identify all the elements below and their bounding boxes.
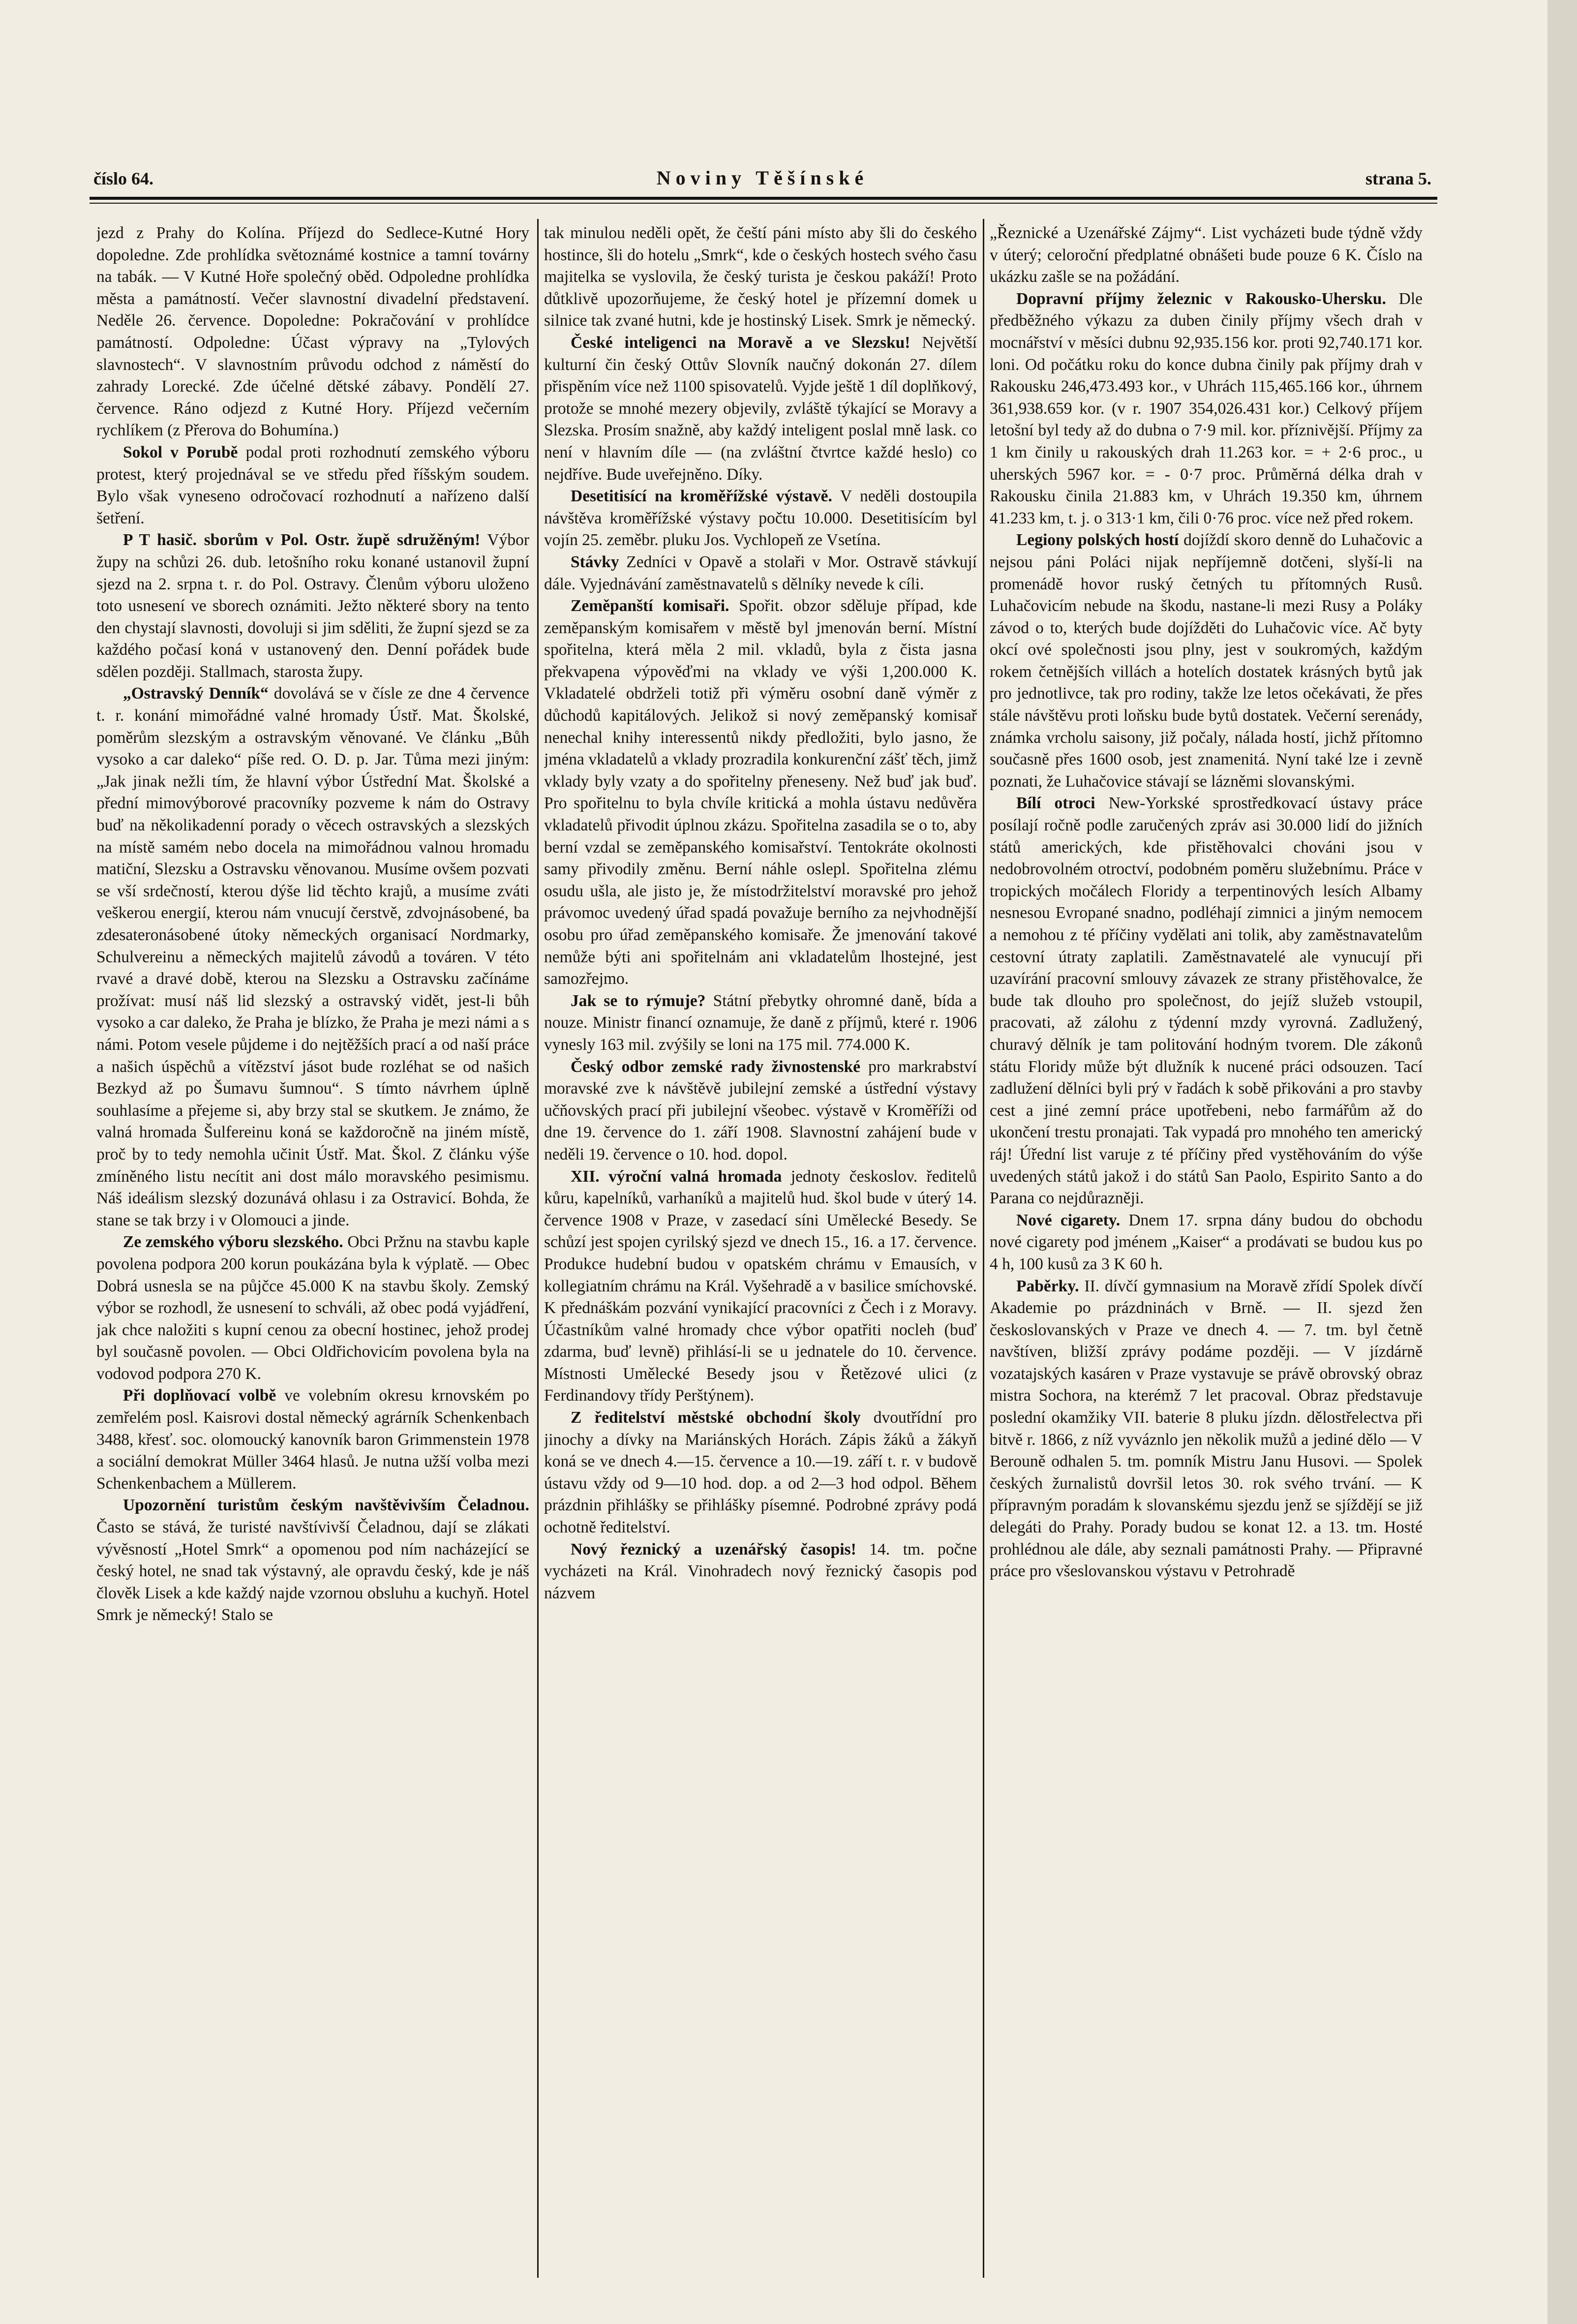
article-heading: České inteligenci na Moravě a ve Slezsku! [571,333,910,352]
newspaper-title: Noviny Těšínské [656,167,869,189]
article-text: 14. tm. počne vycházeti na Král. Vinohradech nový řeznický časopis pod názvem [544,1540,977,1602]
article-heading: XII. výroční valná hromada [571,1167,782,1186]
article [990,793,1423,1209]
page-number: strana 5. [1365,169,1431,188]
column-3 [990,222,1423,2279]
header-rule [90,197,1437,200]
article-heading: Z ředitelství městské obchodní školy [571,1408,861,1427]
article-heading: Jak se to rýmuje? [571,991,706,1010]
article-heading: Paběrky. [1016,1277,1079,1295]
column-1 [96,222,529,2279]
article-heading: Při doplňovací volbě [123,1386,276,1405]
article-text: Dle předběžného výkazu za duben činily příjmy všech drah v mocnářství v měsíci dubnu 92,935.156 kor. proti 92,740.171 kor. loni. Od počátku roku do konce dubna činily pak příjmy drah v Rakousku 246,473.493 kor., v Uhrách 115,465.166 kor., úhrnem 361,938.659 kor. (v r. 1907 354,026.431 kor.) Celkový příjem letošní byl tedy až do dubna o 7·9 mil. kor. příznivější. Příjmy za 1 km činily u rakouských drah 11.263 kor. = + 2·6 proc., u uherských 5967 kor. = - 0·7 proc. Průměrná délka drah v Rakousku činila 21.883 km, v Uhrách 19.350 km, úhrnem 41.233 km, t. j. o 313·1 km, čili 0·76 proc. více než před rokem. [990,289,1423,527]
article-text: dojíždí skoro denně do Luhačovic a nejsou páni Poláci nijak nepříjemně dotčeni, slyší-li na promenádě hovor ruský četných tu přítomných Rusů. Luhačovicím nebude na škodu, nastane-li mezi Rusy a Poláky závod o to, kterých bude dojížděti do Luhačovic více. Ač byty okcí ové společnosti jsou plny, jest v soukromých, každým rokem četnějších villách a hotelích dostatek krásných bytů jak pro jednotlivce, tak pro rodiny, takže lze letos očekávati, že přes stále návštěvu proti loňsku bude bytů dostatek. Večerní serenády, známka vrcholu saisony, již počaly, nálada hostí, jichž přítomno současně přes 1600 osob, jest znamenitá. Nyní také lze i zevně poznati, že Luhačovice stávají se lázněmi slovanskými. [990,531,1423,791]
article [544,595,977,990]
article-heading: Nový řeznický a uzenářský časopis! [571,1540,856,1559]
article [990,1276,1423,1583]
article-text: V neděli dostoupila návštěva kroměřížské výstavy počtu 10.000. Desetitisícím byl vojín 25. zeměbr. pluku Jos. Vychlopeň ze Vsetína. [544,487,977,550]
article [544,990,977,1056]
article [544,1539,977,1605]
page-header [93,166,1431,196]
article-text: podal proti rozhodnutí zemského výboru protest, který projednával se ve středu před říšským soudem. Bylo však vyneseno odročovací rozhodnutí a nařízeno další šetření. [96,443,529,527]
article-text: dvoutřídní pro jinochy a dívky na Mariánských Horách. Zápis žáků a žákyň koná se ve dnech 4.—15. července a 10.—19. září t. r. v budově ústavu vždy od 9—10 hod. dop. a od 2—3 hod odpol. Během prázdnin přihlášky se přihlášky písemné. Podrobné zprávy podá ochotně ředitelství. [544,1408,977,1537]
article [544,1056,977,1166]
article-heading: Nové cigarety. [1016,1211,1121,1229]
article [96,222,529,442]
article-text: New-Yorkské sprostředkovací ústavy práce posílají ročně podle zaručených zpráv asi 30.000 lidí do jižních států amerických, kde přistěhovalci chováni jsou v nedobrovolném otroctví, podobném poměru služebnímu. Práce v tropických močálech Floridy a terpentinových lesích Albamy nesnesou Evropané snadno, podléhají zimnici a jiným nemocem a nemohou z té příčiny vydělati ani tolik, aby zaměstnavatelům cestovní útraty zaplatili. Zaměstnavatelé ale vynucují při uzavírání pracovní smlouvy závazek ze strany přistěhovalce, že bude tak dlouho pro společnost, do jejíž služeb vstoupil, pracovati, až zálohu z týdenní mzdy vyrovná. Zadlužený, churavý dělník je tam politování hodným tvorem. Dle zákonů státu Floridy může být dlužník k nucené práci odsouzen. Tací zadlužení dělníci byli prý v řadách k sobě přikováni a pro stavby cest a jiné zemní práce upotřebeni, nebo farmářům až do ukončení trestu pronajati. Tak vypadá pro mnohého ten americký ráj! Úřední list varuje z té příčiny před vystěhováním do výše uvedených států jakož i do států San Paolo, Espirito Santo a do Parana co nejdůrazněji. [990,794,1423,1208]
scan-border [1547,0,1577,2324]
article-text: tak minulou neděli opět, že čeští páni místo aby šli do českého hostince, šli do hotelu „Smrk“, kde o českých hostech svého času majitelka se vyslovila, že český turista je českou pakáží! Proto důtklivě upozorňujeme, že český hotel je přízemní domek u silnice tak zvané hutni, kde je hostinský Lisek. Smrk je německý. [544,224,977,330]
article [544,222,977,332]
article-text: II. dívčí gymnasium na Moravě zřídí Spolek dívčí Akademie po prázdninách v Brně. — II. sjezd žen českoslovanských v Praze ve dnech 4. — 7. tm. byl četně navštíven, bližší zprávy podáme později. — V jízdárně vozatajských kasáren v Praze vystavuje se právě obrovský obraz mistra Sochora, na kterémž 7 let pracoval. Obraz představuje poslední okamžiky VII. baterie 8 pluku jízdn. dělostřelectva při bitvě r. 1866, z níž vyváznlo jen několik mužů a jediné dělo — V Berouně odhalen 5. tm. pomník Mistru Janu Husovi. — Spolek českých žurnalistů dovršil letos 30. rok svého trvání. — K přípravným poradám k slovanskému sjezdu jenž se sjíždějí se již delegáti do Prahy. Porady budou se konat 12. a 13. tm. Hosté prohlédnou ale dále, aby seznali památnosti Prahy. — Připravné práce pro všeslovanskou výstavu v Petrohradě [990,1277,1423,1581]
article-text: „Řeznické a Uzenářské Zájmy“. List vycházeti bude týdně vždy v úterý; celoroční předplatné obnášeti bude pouze 6 K. Číslo na ukázku zašle se na požádání. [990,224,1423,286]
article-heading: P T hasič. sborům v Pol. Ostr. župě sdružěným! [123,531,481,550]
article [990,288,1423,530]
header-rule-thin [90,203,1437,204]
article-heading: Sokol v Porubě [123,443,238,461]
article-text: Největší kulturní čin český Ottův Slovník naučný dokonán 27. dílem přispěním více než 1100 spisovatelů. Vyjde ještě 1 díl doplňkový, protože se mnohé mezery objevily, zvláště týkající se Moravy a Slezska. Prosím snažně, aby každý inteligent poslal mně lask. co není v hlavním díle — (na zvláštní čtvrtce každé heslo) co nejdříve. Bude uveřejněno. Díky. [544,333,977,484]
article [990,1210,1423,1276]
article [990,529,1423,793]
article [96,1495,529,1626]
article-text: jezd z Prahy do Kolína. Příjezd do Sedlece-Kutné Hory dopoledne. Zde prohlídka světoznámé kostnice a tamní továrny na tabák. — V Kutné Hoře společný oběd. Odpoledne prohlídka města a památností. Večer slavnostní divadelní představení. Neděle 26. července. Dopoledne: Pokračování v prohlídce památností. Odpoledne: Účast výpravy na „Tylových slavnostech“. V slavnostním průvodu odchod z náměstí do zahrady Lorecké. Zde účelné dětské zábavy. Pondělí 27. července. Ráno odjezd z Kutné Hory. Příjezd večerním rychlíkem (z Přerova do Bohumína.) [96,224,529,440]
article [544,332,977,486]
article [990,222,1423,288]
column-2 [544,222,977,2279]
article-text: ve volebním okresu krnovském po zemřelém posl. Kaisrovi dostal německý agrárník Schenkenbach 3488, křesť. soc. olomoucký kanovník baron Grimmenstein 1978 a sociální demokrat Müller 3464 hlasů. Je nutna užší volba mezi Schenkenbachem a Müllerem. [96,1386,529,1493]
article [96,529,529,683]
article [544,486,977,551]
column-divider [983,219,984,2278]
article-text: Zedníci v Opavě a stolaři v Mor. Ostravě stávkují dále. Vyjednávání zaměstnavatelů s dělníky nevede k cíli. [544,552,977,593]
article-text: pro markrabství moravské zve k návštěvě jubilejní zemské a ústřední výstavy učňovských prací při jubilejní všeobec. výstavě v Kroměříži od dne 19. července do 1. září 1908. Slavnostní zahájení bude v neděli 19. července o 10. hod. dopol. [544,1057,977,1163]
article-heading: Dopravní příjmy železnic v Rakousko-Uhersku. [1016,289,1386,308]
issue-number: číslo 64. [93,169,153,188]
article-heading: Desetitisící na kroměřížské výstavě. [571,487,832,506]
article-heading: Ze zemského výboru slezského. [123,1233,343,1252]
article-heading: „Ostravský Denník“ [123,684,269,703]
article-heading: Upozornění turistům českým navštěvivším Čeladnou. [123,1496,529,1515]
article [96,442,529,529]
article [544,1166,977,1407]
article-text: Často se stává, že turisté navštívivší Čeladnou, dají se zlákati vývěsností „Hotel Smrk“ a opomenou pod ním nacházející se český hotel, ne snad tak výstavný, ale opravdu český, kde je náš člověk Lisek a kde každý najde vzornou obsluhu a kuchyň. Hotel Smrk je německý! Stalo se [96,1518,529,1624]
article-heading: Legiony polských hostí [1016,531,1179,550]
article-heading: Český odbor zemské rady živnostenské [571,1057,860,1076]
article [96,1231,529,1385]
article-text: Státní přebytky ohromné daně, bída a nouze. Ministr financí oznamuje, že daně z příjmů, které r. 1906 vynesly 163 mil. zvýšily se loni na 175 mil. 774.000 K. [544,991,977,1054]
article [96,1385,529,1495]
article [96,683,529,1231]
article-heading: Stávky [571,552,619,571]
article-text: Dnem 17. srpna dány budou do obchodu nové cigarety pod jménem „Kaiser“ a prodávati se budou kus po 4 h, 100 kusů za 3 K 60 h. [990,1211,1423,1273]
article-text: Výbor župy na schůzi 26. dub. letošního roku konané ustanovil župní sjezd na 2. srpna t. r. do Pol. Ostravy. Členům výboru uloženo toto usnesení ve sborech oznámiti. Ježto některé sbory na tento den chystají slavnosti, dovoluji si jim sděliti, že župní sjezd se za každého počasí koná v ustanovený den. Denní pořádek bude sdělen později. Stallmach, starosta župy. [96,531,529,681]
article-text: jednoty českoslov. ředitelů kůru, kapelníků, varhaníků a majitelů hud. škol bude v úterý 14. července 1908 v Praze, v zasedací síni Umělecké Besedy. Se schůzí jest spojen cyrilský sjezd ve dnech 15., 16. a 17. července. Produkce hudební budou v opatském chrámu v Emausích, v kollegiatním chrámu na Král. Vyšehradě a v basilice smíchovské. K přednáškám pozvání vynikající pracovníci z Čech i z Moravy. Účastníkům valné hromady chce výbor opatřiti nocleh (buď zdarma, buď levně) přihlásí-li se u jednatele do 10. července. Místnosti Umělecké Besedy jsou v Řetězové ulici (z Ferdinandovy třídy Perštýnem). [544,1167,977,1405]
article-text: Spořit. obzor sděluje případ, kde zeměpanským komisařem v městě byl jmenován berní. Místní spořitelna, která měla 2 mil. vkladů, byla z čista jasna překvapena výpověďmi na vklady ve výši 1,200.000 K. Vkladatelé obdrželi totiž při výměru osobní daně výměr z důchodů kapitálových. Jelikož si nový zeměpanský komisař nenechal knihy interessentů nikdy předložiti, bylo jasno, že jména vkladatelů a vklady prozradila konkurenční zášť těch, jimž vklady byly vzaty a do spořitelny přeneseny. Než buď jak buď. Pro spořitelnu to byla chvíle kritická a mohla ústavu nedůvěra vkladatelů přivodit úplnou zkázu. Spořitelna zasadila se o to, aby berní vzdal se zeměpanského komisařství. Tentokráte okolnosti samy přivodily změnu. Berní náhle oslepl. Spořitelna zlému osudu ušla, ale jisto je, že místodržitelství moravské pro jehož právomoc uvedený úřad spadá považuje berního za nejvhodnější osobu pro úřad zeměpanského komisaře. Že jmenování takové nemůže býti ani spořitelnám ani vkladatelům lhostejné, jest samozřejmo. [544,597,977,988]
column-divider [537,219,539,2278]
article [544,551,977,595]
article-text: Obci Pržnu na stavbu kaple povolena podpora 200 korun poukázána byla k výplatě. — Obec Dobrá usnesla se na půjčce 45.000 K na stavbu školy. Zemský výbor se rozhodl, že usnesení to schváli, až obec podá vyjádření, jak chce naložiti s kupní cenou za obecní hostinec, jehož prodej byl současně povolen. — Obci Oldřichovicím povolena byla na vodovod podpora 270 K. [96,1233,529,1383]
article [544,1407,977,1539]
article-text: dovolává se v čísle ze dne 4 července t. r. konání mimořádné valné hromady Ústř. Mat. Školské, poměrům slezským a ostravským věnované. Ve článku „Bůh vysoko a car daleko“ píše red. O. D. p. Jar. Tůma mezi jiným: „Jak jinak nežli tím, že hlavní výbor Ústřední Mat. Školské a přední mimovýborové pracovníky pozveme k nám do Ostravy buď na několikadenní porady o věcech ostravských a slezských na místě samém nebo docela na mimořádnou valnou hromadu matiční, Slezsku a Ostravsku věnovanou. Musíme ovšem pozvati se vší srdečností, kterou dýše lid těchto krajů, a musíme zváti veškerou energií, kterou nám vnucují čerstvě, zdvojnásobené, ba zdesateronásobené útoky německých organisací Nordmarky, Schulvereinu a německých majitelů závodů a továren. V této rvavé a dravé době, kterou na Slezsku a Ostravsku začínáme prožívat: musí náš lid slezský a ostravský vidět, jest-li bůh vysoko a car daleko, že Praha je blízko, že Praha je mezi námi a s námi. Potom vesele půjdeme i do nejtěžších prací a od naší práce a našich úspěchů a vítězství jásot bude rozléhat se od našich Bezkyd až po Šumavu šumnou“. S tímto návrhem úplně souhlasíme a přejeme si, aby brzy stal se skutkem. Je známo, že valná hromada Šulfereinu koná se každoročně na jiném místě, proč by to tedy nemohla učinit Ústř. Mat. Škol. Z článku výše zmíněného listu necítit ani dost málo moravského pesimismu. Náš ideálism slezský dozunává ohlasu i za Ostravicí. Bohda, že stane se tak brzy i v Olomouci a jinde. [96,684,529,1229]
article-heading: Bílí otroci [1016,794,1095,813]
article-heading: Zeměpanští komisaři. [571,597,729,615]
